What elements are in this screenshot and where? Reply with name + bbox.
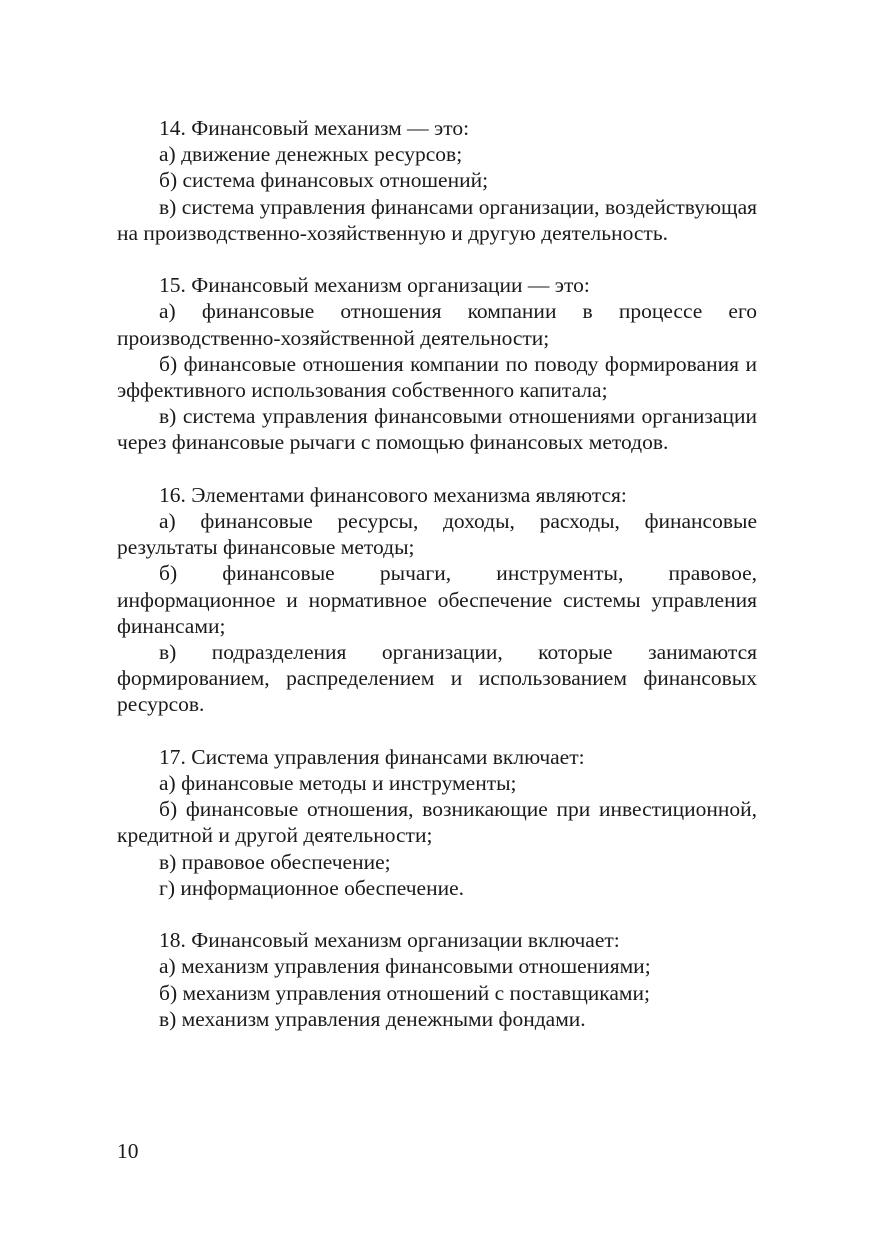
answer-option-c: в) механизм управления денежными фондами. [159, 1006, 586, 1031]
answer-option-d: г) информационное обеспечение. [159, 875, 464, 900]
question-14 [117, 115, 757, 246]
question-title: 15. Финансовый механизм организации — это: [159, 273, 590, 298]
page-content [117, 115, 757, 1058]
page-number: 10 [117, 1139, 139, 1163]
answer-option-c: в) система управления финансовыми отношениями организации через финансовые рычаги с помощью финансовых методов. [117, 404, 757, 455]
answer-option-b: б) финансовые рычаги, инструменты, правовое, информационное и нормативное обеспечение системы управления финансами; [117, 561, 757, 638]
answer-option-a: а) финансовые отношения компании в процессе его производственно-хозяйственной деятельности; [117, 299, 757, 350]
answer-option-b: б) финансовые отношения компании по поводу формирования и эффективного использования собственного капитала; [117, 351, 757, 403]
answer-option-c: в) подразделения организации, которые занимаются формированием, распределением и использованием финансовых ресурсов. [117, 640, 757, 717]
answer-option-b: б) система финансовых отношений; [159, 168, 489, 193]
question-17 [117, 744, 757, 901]
answer-option-a: а) механизм управления финансовыми отношениями; [159, 954, 651, 979]
answer-option-b: б) механизм управления отношений с поставщиками; [159, 980, 651, 1005]
question-title: 16. Элементами финансового механизма являются: [159, 482, 627, 507]
question-title: 18. Финансовый механизм организации включает: [159, 928, 620, 953]
question-16 [117, 482, 757, 718]
answer-option-a: а) финансовые ресурсы, доходы, расходы, финансовые результаты финансовые методы; [117, 509, 757, 560]
question-title: 14. Финансовый механизм — это: [159, 116, 470, 140]
answer-option-c: в) система управления финансами организации, воздействующая на производственно-хозяйственную и другую деятельность. [117, 194, 757, 245]
question-18 [117, 927, 757, 1032]
question-15 [117, 272, 757, 455]
question-title: 17. Система управления финансами включает: [159, 744, 585, 769]
answer-option-c: в) правовое обеспечение; [159, 849, 391, 874]
answer-option-a: а) движение денежных ресурсов; [159, 142, 463, 167]
answer-option-b: б) финансовые отношения, возникающие при инвестиционной, кредитной и другой деятельности; [117, 797, 757, 848]
answer-option-a: а) финансовые методы и инструменты; [159, 771, 517, 796]
